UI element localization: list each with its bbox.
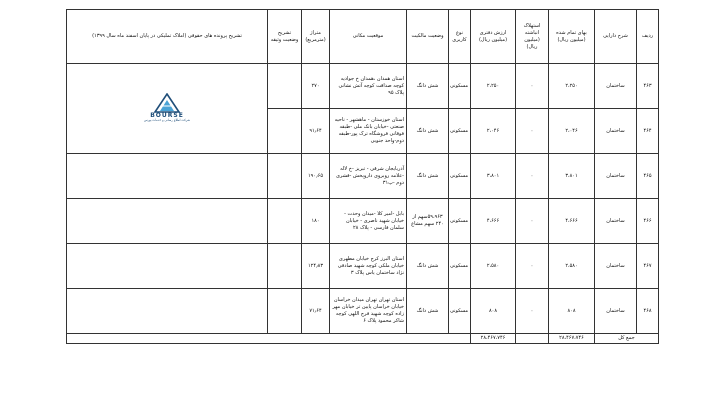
cell-area: ۱۹۰٫۶۵ <box>302 154 330 199</box>
cell-cost: ۲،۲۵۰ <box>549 64 595 109</box>
cell-depreciation: ۰ <box>516 244 549 289</box>
cell-area: ۲۷۰ <box>302 64 330 109</box>
cell-pledge <box>268 244 302 289</box>
cell-location: استان تهران تهران میدان خراسان خیابان خراسان پایین تر خیابان مهر زاده کوچه شهید فرج اللهی کوچه شاکر محمود پلاک ۶ <box>330 289 407 334</box>
cell-asset: ساختمان <box>595 109 637 154</box>
total-cost: ۲۸،۴۶۷،۷۴۶ <box>549 334 595 344</box>
header-book-value: ارزش دفتری (میلیون ریال) <box>471 10 516 64</box>
cell-row-no: ۴۶۴ <box>637 109 659 154</box>
bourse-logo-icon <box>139 93 195 113</box>
cell-pledge <box>268 199 302 244</box>
table-row <box>67 64 659 109</box>
header-row-no: ردیف <box>637 10 659 64</box>
cell-ownership: شش دانگ <box>407 154 449 199</box>
cell-ownership: شش دانگ <box>407 109 449 154</box>
cell-book-value: ۲،۵۸۰ <box>471 244 516 289</box>
cell-asset: ساختمان <box>595 64 637 109</box>
cell-depreciation: ۰ <box>516 154 549 199</box>
header-row <box>67 10 659 64</box>
header-area: متراژ (مترمربع) <box>302 10 330 64</box>
header-asset: شرح دارایی <box>595 10 637 64</box>
cell-row-no: ۴۶۵ <box>637 154 659 199</box>
header-ownership: وضعیت مالکیت <box>407 10 449 64</box>
cell-legal <box>67 154 268 199</box>
cell-row-no: ۴۶۳ <box>637 64 659 109</box>
total-label: جمع کل <box>595 334 659 344</box>
cell-pledge <box>268 154 302 199</box>
cell-location: استان خوزستان - ماهشهر - ناحیه صنعتی -خیابان بانک ملی -طبقه فوقانی فروشگاه ترک پور-طبقه دوم-واحد جنوبی <box>330 109 407 154</box>
bourse-logo <box>139 93 195 121</box>
header-legal: تشریح پرونده های حقوقی (املاک تملیکی در پایان اسفند ماه سال ۱۳۹۹) <box>67 10 268 64</box>
cell-depreciation: ۰ <box>516 109 549 154</box>
cell-legal <box>67 199 268 244</box>
cell-ownership: شش دانگ <box>407 64 449 109</box>
cell-usage: مسکونی <box>449 199 471 244</box>
bourse-logo-text: BOURSE <box>150 112 184 119</box>
cell-row-no: ۴۶۸ <box>637 289 659 334</box>
header-depreciation: استهلاک انباشته (میلیون ریال) <box>516 10 549 64</box>
cell-depreciation: ۰ <box>516 199 549 244</box>
cell-asset: ساختمان <box>595 199 637 244</box>
cell-usage: مسکونی <box>449 244 471 289</box>
total-book-value: ۲۸،۴۶۷،۷۴۶ <box>471 334 516 344</box>
cell-book-value: ۲،۲۵۰ <box>471 64 516 109</box>
header-usage: نوع کاربری <box>449 10 471 64</box>
header-pledge: تشریح وضعیت وثیقه <box>268 10 302 64</box>
cell-pledge <box>268 289 302 334</box>
cell-location: بابل -امیر کلا -میدان وحدت - خیابان شهید ناصری - خیابان سلمان فارسی - پلاک ۲۸ <box>330 199 407 244</box>
cell-area: ۹۱٫۶۴ <box>302 109 330 154</box>
table-row <box>67 154 659 199</box>
cell-asset: ساختمان <box>595 289 637 334</box>
cell-book-value: ۴،۶۶۶ <box>471 199 516 244</box>
total-empty <box>67 334 471 344</box>
bourse-logo-subtext: شرکت اطلاع رسانی و خدمات بورس <box>143 118 191 122</box>
cell-cost: ۲،۰۴۶ <box>549 109 595 154</box>
cell-asset: ساختمان <box>595 244 637 289</box>
cell-book-value: ۲،۰۴۶ <box>471 109 516 154</box>
cell-ownership: ۵۹،۹۶۳سهم از ۲۴۰ سهم مشاع <box>407 199 449 244</box>
table-row <box>67 199 659 244</box>
cell-book-value: ۸۰۸ <box>471 289 516 334</box>
header-cost: بهای تمام شده (میلیون ریال) <box>549 10 595 64</box>
cell-cost: ۸۰۸ <box>549 289 595 334</box>
cell-pledge <box>268 64 302 109</box>
cell-cost: ۳،۸۰۱ <box>549 154 595 199</box>
cell-row-no: ۴۶۷ <box>637 244 659 289</box>
cell-depreciation: ۰ <box>516 289 549 334</box>
cell-row-no: ۴۶۶ <box>637 199 659 244</box>
cell-usage: مسکونی <box>449 64 471 109</box>
cell-legal <box>67 289 268 334</box>
total-row <box>67 334 659 344</box>
table-row <box>67 289 659 334</box>
cell-cost: ۲،۵۸۰ <box>549 244 595 289</box>
cell-legal <box>67 244 268 289</box>
header-location: موقعیت مکانی <box>330 10 407 64</box>
cell-location: استان همدان ،همدان خ جوادیه کوچه صداقت کوچه آتش نشانی پلاک ۹۵ <box>330 64 407 109</box>
cell-location: استان البرز کرج خیابان مطهری خیابان ملکی کوچه شهید صادقی نژاد ساختمان یاس پلاک ۳ <box>330 244 407 289</box>
cell-ownership: شش دانگ <box>407 244 449 289</box>
cell-area: ۱۲۴٫۸۳ <box>302 244 330 289</box>
cell-book-value: ۳،۸۰۱ <box>471 154 516 199</box>
table-row <box>67 244 659 289</box>
cell-pledge <box>268 109 302 154</box>
cell-usage: مسکونی <box>449 154 471 199</box>
cell-legal-logo <box>67 64 268 154</box>
assets-table <box>66 9 659 344</box>
cell-area: ۷۱٫۶۴ <box>302 289 330 334</box>
cell-usage: مسکونی <box>449 109 471 154</box>
cell-ownership: شش دانگ <box>407 289 449 334</box>
cell-usage: مسکونی <box>449 289 471 334</box>
cell-area: ۱۸۰ <box>302 199 330 244</box>
cell-depreciation: ۰ <box>516 64 549 109</box>
cell-asset: ساختمان <box>595 154 637 199</box>
cell-location: آذربایجان شرقی - تبریز -خ لاله -علامه روبروی داروپخش -فشری دوم -پ۳۱ <box>330 154 407 199</box>
cell-cost: ۴،۶۶۶ <box>549 199 595 244</box>
total-depreciation <box>516 334 549 344</box>
